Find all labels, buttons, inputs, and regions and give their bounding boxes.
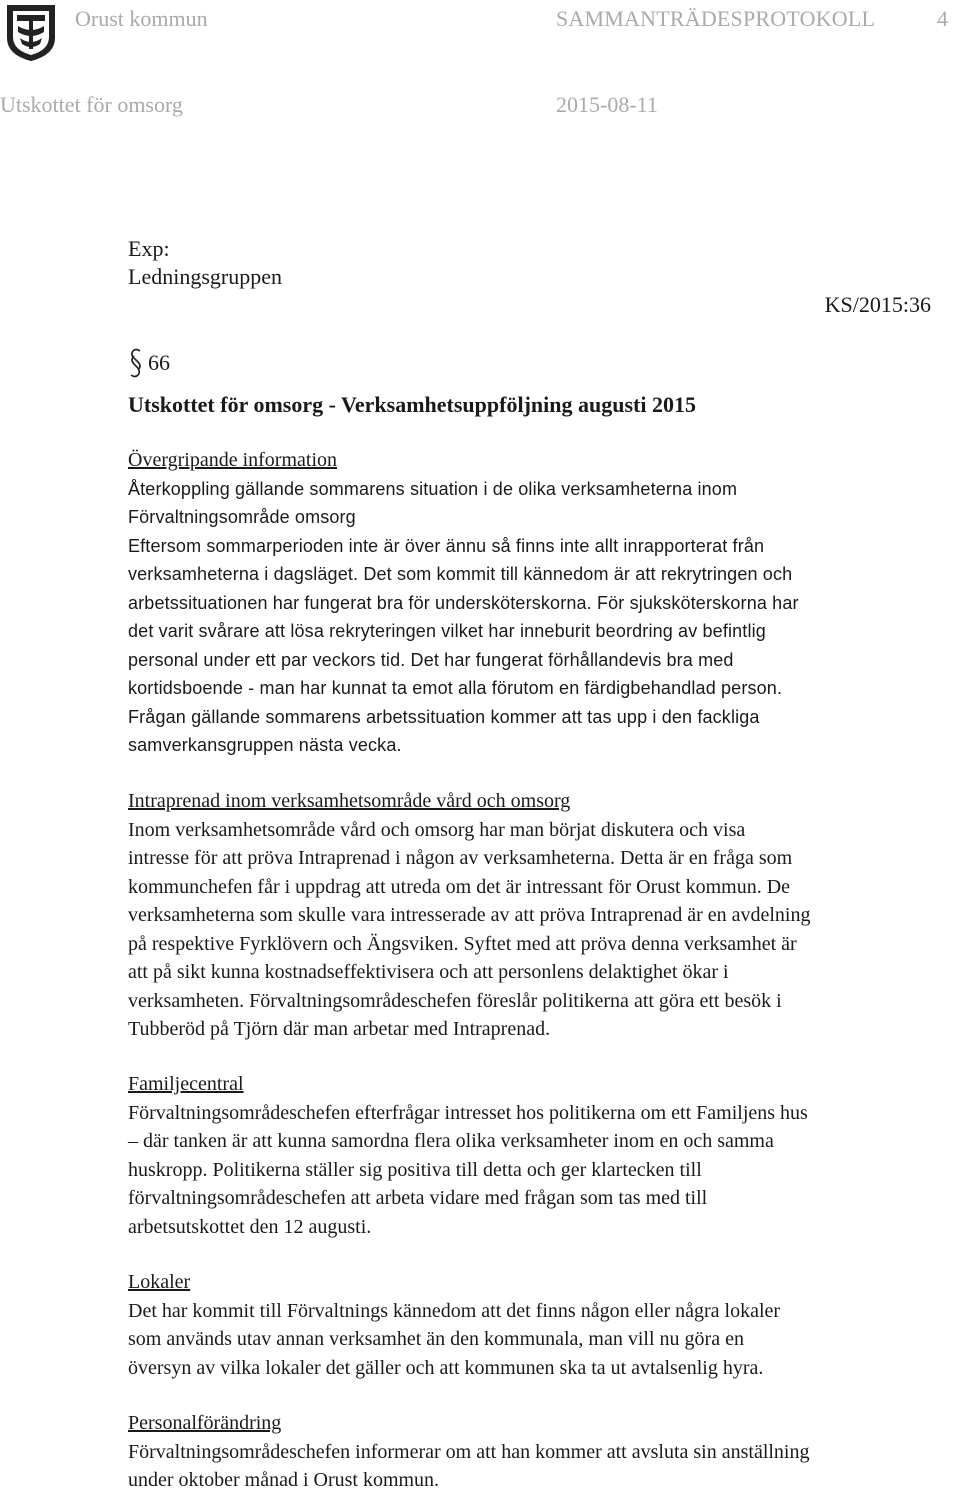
body-line: verksamheterna i dagsläget. Det som kommit till kännedom är att rekrytringen och: [128, 564, 793, 584]
body-line: förvaltningsområdeschefen att arbeta vidare med frågan som tas med till: [128, 1187, 708, 1209]
dispatch-recipient: Ledningsgruppen: [128, 264, 282, 289]
block-heading: Personalförändring: [128, 1412, 282, 1434]
body-line: samverkansgruppen nästa vecka.: [128, 735, 402, 755]
block-heading: Övergripande information: [128, 449, 338, 471]
body-line: översyn av vilka lokaler det gäller och att kommunen ska ta ut avtalsenlig hyra.: [128, 1356, 764, 1379]
body-line: Förvaltningsområdeschefen informerar om att han kommer att avsluta sin anställning: [128, 1440, 810, 1463]
meeting-date: 2015-08-11: [556, 92, 658, 117]
body-line: arbetssituationen har fungerat bra för undersköterskorna. För sjuksköterskorna har: [128, 592, 799, 613]
body-line: det varit svårare att lösa rekryteringen vilket har inneburit beordring av befintlig: [128, 621, 766, 641]
body-line: huskropp. Politikerna ställer sig positiva till detta och ger klartecken till: [128, 1158, 702, 1181]
body-line: Inom verksamhetsområde vård och omsorg har man börjat diskutera och visa: [128, 818, 746, 841]
body-line: kortidsboende - man har kunnat ta emot alla förutom en färdigbehandlad person.: [128, 678, 783, 698]
body-line: som används utav annan verksamhet än den kommunala, man vill nu göra en: [128, 1328, 744, 1350]
block-personalforandring: [128, 1409, 960, 1495]
body-line: personal under ett par veckors tid. Det har fungerat förhållandevis bra med: [128, 649, 734, 670]
dispatch-label: Exp:: [128, 236, 170, 261]
body-line: Frågan gällande sommarens arbetssituation kommer att tas upp i den fackliga: [128, 706, 760, 727]
section-sign-icon: [128, 348, 144, 378]
block-overview: [128, 446, 960, 760]
coat-of-arms-icon: [6, 4, 56, 62]
agenda-title: Utskottet för omsorg - Verksamhetsuppföljning augusti 2015: [128, 392, 696, 417]
body-line: arbetsutskottet den 12 augusti.: [128, 1215, 372, 1238]
body-line: på respektive Fyrklövern och Ängsviken. Syftet med att pröva denna verksamhet är: [128, 932, 797, 955]
body-line: Tubberöd på Tjörn där man arbetar med Intraprenad.: [128, 1018, 551, 1040]
municipality-name: Orust kommun: [75, 6, 208, 31]
body-line: att på sikt kunna kostnadseffektivisera och att personlens delaktighet ökar i: [128, 961, 729, 983]
section-number: 66: [148, 350, 170, 375]
body-line: Förvaltningsområde omsorg: [128, 507, 356, 527]
case-number: KS/2015:36: [824, 292, 931, 317]
body-line: under oktober månad i Orust kommun.: [128, 1469, 440, 1491]
body-line: verksamheterna som skulle vara intresserade av att pröva Intraprenad är en avdelning: [128, 904, 811, 926]
block-familjecentral: [128, 1070, 960, 1241]
committee-name: Utskottet för omsorg: [0, 92, 183, 117]
block-lokaler: [128, 1268, 960, 1382]
block-heading: Lokaler: [128, 1271, 191, 1293]
body-line: – där tanken är att kunna samordna flera olika verksamheter inom en och samma: [128, 1130, 774, 1152]
block-intraprenad: [128, 787, 960, 1044]
page-header: [0, 0, 960, 70]
block-heading: Familjecentral: [128, 1073, 244, 1095]
body-line: kommunchefen får i uppdrag att utreda om det är intressant för Orust kommun. De: [128, 875, 791, 898]
body-line: Eftersom sommarperioden inte är över ännu så finns inte allt inrapporterat från: [128, 535, 765, 556]
body-line: Det har kommit till Förvaltnings kännedom att det finns någon eller några lokaler: [128, 1299, 781, 1322]
body-line: Förvaltningsområdeschefen efterfrågar intresset hos politikerna om ett Familjens hus: [128, 1101, 808, 1124]
body-line: Återkoppling gällande sommarens situation i de olika verksamheterna inom: [128, 478, 738, 499]
block-heading: Intraprenad inom verksamhetsområde vård och omsorg: [128, 790, 571, 812]
page-number: 4: [937, 6, 948, 31]
body-line: verksamheten. Förvaltningsområdeschefen föreslår politikerna att göra ett besök i: [128, 989, 782, 1012]
body-line: intresse för att pröva Intraprenad i någon av verksamheterna. Detta är en fråga som: [128, 847, 793, 869]
protocol-title: SAMMANTRÄDESPROTOKOLL: [556, 6, 876, 31]
